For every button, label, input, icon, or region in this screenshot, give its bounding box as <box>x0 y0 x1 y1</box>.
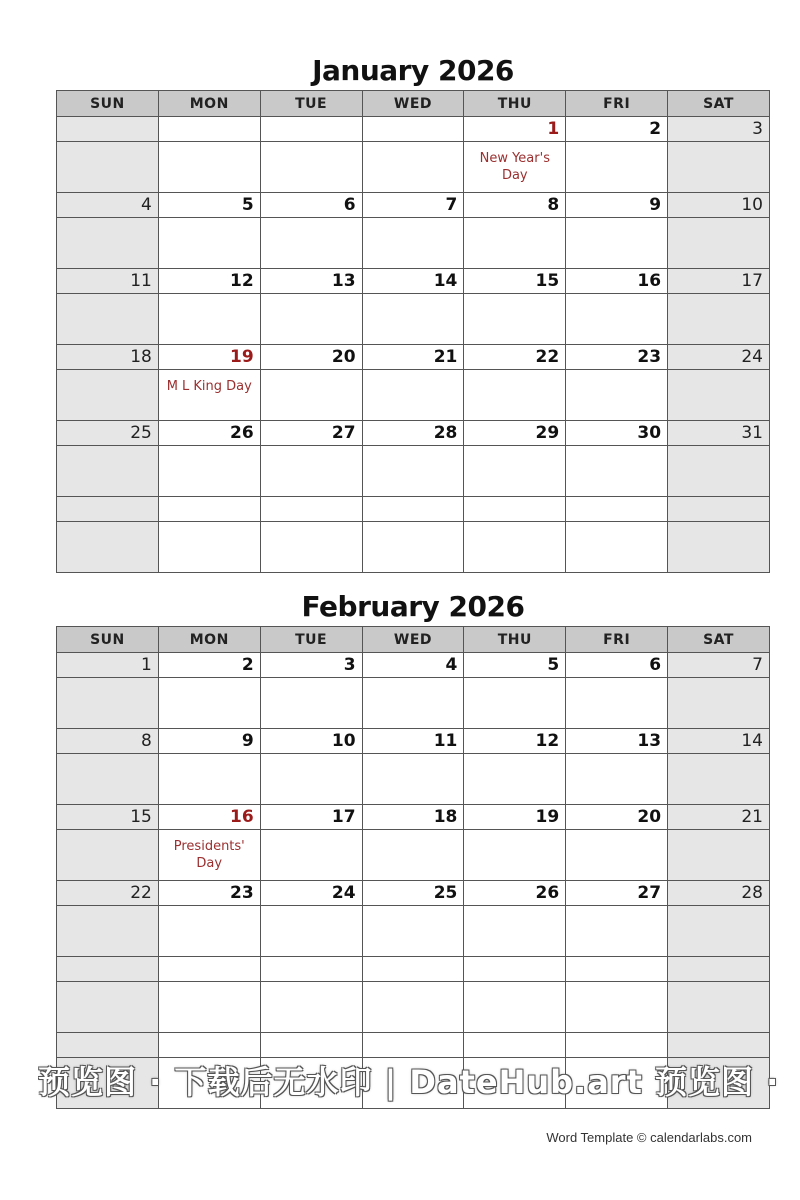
calendar-grid <box>56 626 770 1109</box>
day-cell[interactable] <box>57 830 159 881</box>
day-cell[interactable] <box>158 830 260 881</box>
calendar-grid <box>56 90 770 573</box>
day-cell[interactable] <box>260 830 362 881</box>
day-cell[interactable] <box>260 522 362 573</box>
day-cell[interactable] <box>362 982 464 1033</box>
week-notes-row <box>57 294 770 345</box>
day-number[interactable]: 19 <box>158 345 260 370</box>
day-number[interactable]: 28 <box>362 421 464 446</box>
day-number[interactable] <box>158 957 260 982</box>
weekday-header: SAT <box>668 627 770 653</box>
day-number[interactable]: 14 <box>668 729 770 754</box>
day-number[interactable] <box>362 117 464 142</box>
day-cell[interactable] <box>464 754 566 805</box>
weekday-header: MON <box>158 91 260 117</box>
week-number-row <box>57 653 770 678</box>
day-number[interactable]: 6 <box>566 653 668 678</box>
day-cell[interactable] <box>57 982 159 1033</box>
day-number[interactable] <box>260 117 362 142</box>
day-number[interactable]: 6 <box>260 193 362 218</box>
day-number[interactable]: 31 <box>668 421 770 446</box>
day-cell[interactable] <box>57 446 159 497</box>
day-number[interactable] <box>57 957 159 982</box>
day-number[interactable]: 18 <box>57 345 159 370</box>
day-number[interactable]: 24 <box>260 881 362 906</box>
weekday-header: WED <box>362 91 464 117</box>
day-number[interactable]: 2 <box>566 117 668 142</box>
day-cell[interactable] <box>158 982 260 1033</box>
day-cell[interactable] <box>260 370 362 421</box>
day-number[interactable]: 22 <box>464 345 566 370</box>
day-cell[interactable] <box>260 754 362 805</box>
day-cell[interactable] <box>260 906 362 957</box>
week-notes-row <box>57 218 770 269</box>
day-number[interactable]: 2 <box>158 653 260 678</box>
day-number[interactable] <box>668 1033 770 1058</box>
week-number-row <box>57 881 770 906</box>
month-title: January 2026 <box>312 54 514 87</box>
day-number[interactable]: 4 <box>57 193 159 218</box>
day-number[interactable] <box>464 497 566 522</box>
day-cell[interactable] <box>362 446 464 497</box>
day-number[interactable]: 9 <box>158 729 260 754</box>
day-cell[interactable] <box>464 906 566 957</box>
week-notes-row <box>57 830 770 881</box>
week-number-row <box>57 345 770 370</box>
week-number-row <box>57 117 770 142</box>
holiday-label: New Year's Day <box>479 151 550 183</box>
day-number[interactable]: 8 <box>464 193 566 218</box>
day-number[interactable]: 24 <box>668 345 770 370</box>
day-cell[interactable] <box>57 754 159 805</box>
day-number[interactable] <box>362 957 464 982</box>
week-notes-row <box>57 446 770 497</box>
week-number-row <box>57 1033 770 1058</box>
day-number[interactable]: 21 <box>668 805 770 830</box>
day-number[interactable] <box>158 117 260 142</box>
day-number[interactable]: 26 <box>158 421 260 446</box>
day-number[interactable]: 3 <box>260 653 362 678</box>
week-number-row <box>57 957 770 982</box>
day-cell[interactable] <box>464 370 566 421</box>
day-cell[interactable] <box>464 218 566 269</box>
day-cell[interactable] <box>158 370 260 421</box>
week-notes-row <box>57 678 770 729</box>
day-number[interactable]: 9 <box>566 193 668 218</box>
day-cell[interactable] <box>464 446 566 497</box>
day-number[interactable]: 28 <box>668 881 770 906</box>
day-cell[interactable] <box>668 522 770 573</box>
day-cell[interactable] <box>566 678 668 729</box>
weekday-header: TUE <box>260 91 362 117</box>
weekday-header: SUN <box>57 91 159 117</box>
day-cell[interactable] <box>362 370 464 421</box>
day-number[interactable]: 26 <box>464 881 566 906</box>
day-cell[interactable] <box>158 522 260 573</box>
day-cell[interactable] <box>57 218 159 269</box>
day-number[interactable]: 11 <box>57 269 159 294</box>
day-number[interactable]: 17 <box>260 805 362 830</box>
day-number[interactable] <box>566 497 668 522</box>
day-number[interactable]: 13 <box>260 269 362 294</box>
day-number[interactable] <box>260 497 362 522</box>
weekday-header: FRI <box>566 91 668 117</box>
day-cell[interactable] <box>566 982 668 1033</box>
day-number[interactable]: 17 <box>668 269 770 294</box>
day-cell[interactable] <box>362 218 464 269</box>
day-cell[interactable] <box>158 678 260 729</box>
day-number[interactable]: 12 <box>158 269 260 294</box>
day-number[interactable]: 25 <box>57 421 159 446</box>
day-number[interactable]: 30 <box>566 421 668 446</box>
day-cell[interactable] <box>362 294 464 345</box>
day-cell[interactable] <box>158 294 260 345</box>
day-number[interactable] <box>668 957 770 982</box>
day-number[interactable]: 20 <box>566 805 668 830</box>
day-number[interactable]: 16 <box>158 805 260 830</box>
day-number[interactable]: 19 <box>464 805 566 830</box>
day-cell[interactable] <box>57 906 159 957</box>
day-cell[interactable] <box>566 218 668 269</box>
day-number[interactable]: 8 <box>57 729 159 754</box>
day-cell[interactable] <box>158 754 260 805</box>
weekday-header: MON <box>158 627 260 653</box>
day-number[interactable] <box>57 1033 159 1058</box>
weekday-header: WED <box>362 627 464 653</box>
day-cell[interactable] <box>57 678 159 729</box>
day-number[interactable]: 20 <box>260 345 362 370</box>
watermark: 预览图 · 下载后无水印 | DateHub.art 预览图 · <box>38 1063 780 1101</box>
day-number[interactable] <box>464 1033 566 1058</box>
weekday-header: THU <box>464 627 566 653</box>
day-number[interactable] <box>158 1033 260 1058</box>
day-cell[interactable] <box>464 142 566 193</box>
weekday-header-row <box>57 627 770 653</box>
day-cell[interactable] <box>668 754 770 805</box>
day-number[interactable] <box>57 497 159 522</box>
day-cell[interactable] <box>158 446 260 497</box>
day-cell[interactable] <box>464 294 566 345</box>
day-number[interactable]: 12 <box>464 729 566 754</box>
day-number[interactable]: 7 <box>668 653 770 678</box>
weekday-header: SUN <box>57 627 159 653</box>
day-cell[interactable] <box>57 142 159 193</box>
day-cell[interactable] <box>158 906 260 957</box>
day-cell[interactable] <box>362 678 464 729</box>
week-notes-row <box>57 142 770 193</box>
day-number[interactable]: 1 <box>464 117 566 142</box>
day-number[interactable]: 27 <box>260 421 362 446</box>
holiday-label: M L King Day <box>166 379 252 394</box>
week-notes-row <box>57 906 770 957</box>
day-number[interactable]: 3 <box>668 117 770 142</box>
day-number[interactable]: 23 <box>566 345 668 370</box>
day-number[interactable] <box>260 1033 362 1058</box>
week-number-row <box>57 497 770 522</box>
day-number[interactable]: 25 <box>362 881 464 906</box>
day-cell[interactable] <box>57 294 159 345</box>
day-number[interactable] <box>158 497 260 522</box>
day-cell[interactable] <box>668 218 770 269</box>
month-title: February 2026 <box>301 590 525 623</box>
day-cell[interactable] <box>566 142 668 193</box>
day-cell[interactable] <box>464 982 566 1033</box>
day-cell[interactable] <box>260 142 362 193</box>
day-cell[interactable] <box>362 754 464 805</box>
day-cell[interactable] <box>566 446 668 497</box>
day-number[interactable] <box>668 497 770 522</box>
day-number[interactable] <box>260 957 362 982</box>
week-number-row <box>57 421 770 446</box>
day-number[interactable]: 16 <box>566 269 668 294</box>
day-number[interactable]: 1 <box>57 653 159 678</box>
day-cell[interactable] <box>668 678 770 729</box>
day-cell[interactable] <box>260 218 362 269</box>
day-number[interactable] <box>566 1033 668 1058</box>
day-number[interactable]: 15 <box>464 269 566 294</box>
day-number[interactable]: 21 <box>362 345 464 370</box>
day-cell[interactable] <box>668 294 770 345</box>
day-cell[interactable] <box>158 218 260 269</box>
day-cell[interactable] <box>362 142 464 193</box>
day-number[interactable]: 4 <box>362 653 464 678</box>
day-number[interactable]: 7 <box>362 193 464 218</box>
day-cell[interactable] <box>668 982 770 1033</box>
day-number[interactable]: 18 <box>362 805 464 830</box>
day-cell[interactable] <box>464 678 566 729</box>
day-number[interactable]: 13 <box>566 729 668 754</box>
week-number-row <box>57 729 770 754</box>
day-number[interactable] <box>362 1033 464 1058</box>
day-number[interactable]: 5 <box>158 193 260 218</box>
weekday-header: THU <box>464 91 566 117</box>
footer-credit: Word Template © calendarlabs.com <box>546 1130 752 1145</box>
day-cell[interactable] <box>566 830 668 881</box>
day-cell[interactable] <box>464 830 566 881</box>
day-cell[interactable] <box>566 294 668 345</box>
day-cell[interactable] <box>362 906 464 957</box>
day-cell[interactable] <box>158 142 260 193</box>
week-number-row <box>57 193 770 218</box>
weekday-header-row <box>57 91 770 117</box>
holiday-label: Presidents' Day <box>173 839 245 871</box>
weekday-header: TUE <box>260 627 362 653</box>
day-cell[interactable] <box>464 522 566 573</box>
weekday-header: SAT <box>668 91 770 117</box>
day-cell[interactable] <box>668 370 770 421</box>
day-number[interactable]: 5 <box>464 653 566 678</box>
day-number[interactable] <box>464 957 566 982</box>
day-number[interactable] <box>566 957 668 982</box>
day-cell[interactable] <box>566 522 668 573</box>
day-number[interactable]: 15 <box>57 805 159 830</box>
day-number[interactable]: 27 <box>566 881 668 906</box>
day-number[interactable]: 11 <box>362 729 464 754</box>
day-cell[interactable] <box>668 446 770 497</box>
day-cell[interactable] <box>566 754 668 805</box>
day-cell[interactable] <box>57 522 159 573</box>
week-notes-row <box>57 522 770 573</box>
day-cell[interactable] <box>362 522 464 573</box>
day-number[interactable]: 14 <box>362 269 464 294</box>
day-cell[interactable] <box>260 982 362 1033</box>
day-cell[interactable] <box>260 446 362 497</box>
day-cell[interactable] <box>260 678 362 729</box>
day-number[interactable]: 10 <box>260 729 362 754</box>
day-number[interactable] <box>362 497 464 522</box>
week-number-row <box>57 805 770 830</box>
day-cell[interactable] <box>668 830 770 881</box>
day-cell[interactable] <box>566 906 668 957</box>
day-number[interactable]: 29 <box>464 421 566 446</box>
day-cell[interactable] <box>668 906 770 957</box>
week-notes-row <box>57 370 770 421</box>
day-number[interactable]: 23 <box>158 881 260 906</box>
day-cell[interactable] <box>362 830 464 881</box>
day-number[interactable]: 22 <box>57 881 159 906</box>
day-cell[interactable] <box>668 142 770 193</box>
weekday-header: FRI <box>566 627 668 653</box>
day-number[interactable]: 10 <box>668 193 770 218</box>
day-cell[interactable] <box>566 370 668 421</box>
day-cell[interactable] <box>57 370 159 421</box>
day-number[interactable] <box>57 117 159 142</box>
week-notes-row <box>57 754 770 805</box>
week-notes-row <box>57 982 770 1033</box>
week-number-row <box>57 269 770 294</box>
day-cell[interactable] <box>260 294 362 345</box>
